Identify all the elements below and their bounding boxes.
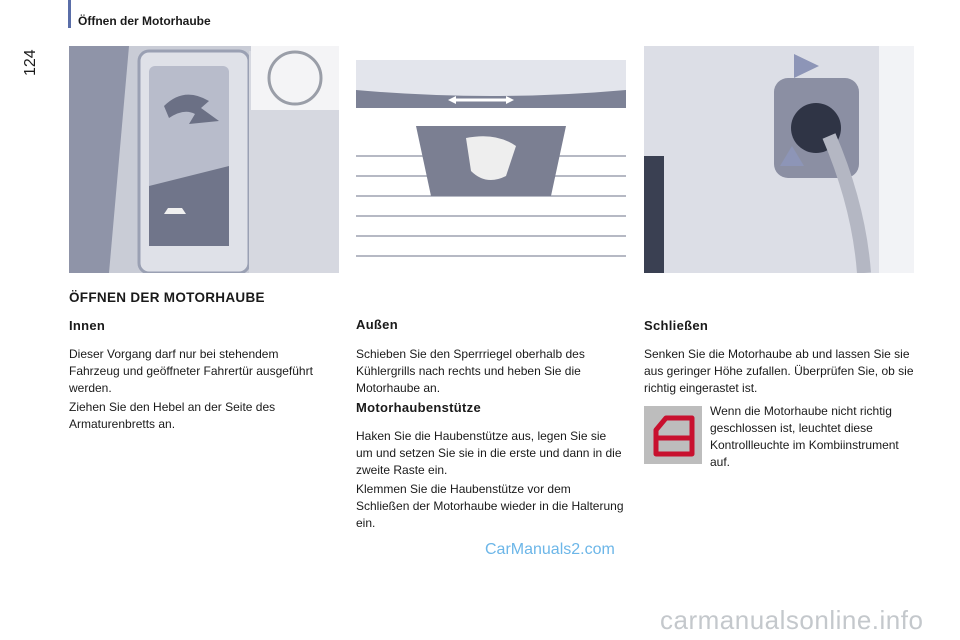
aussen-paragraph: Schieben Sie den Sperrriegel oberhalb des Kühlergrills nach rechts und heben Sie die Motorhaube an. (356, 347, 585, 395)
section-title: ÖFFNEN DER MOTORHAUBE (69, 290, 265, 305)
bonnet-warning-lamp-icon (644, 406, 702, 464)
watermark-carmanuals2: CarManuals2.com (485, 541, 615, 558)
innen-paragraph-1: Dieser Vorgang darf nur bei stehendem Fahrzeug und geöffneter Fahrertür ausgeführt werden. (69, 347, 313, 395)
innen-paragraph-2: Ziehen Sie den Hebel an der Seite des Armaturenbretts an. (69, 400, 276, 431)
stuetze-paragraph-2: Klemmen Sie die Haubenstütze vor dem Schließen der Motorhaube wieder in die Halterung ein. (356, 482, 624, 530)
stuetze-heading: Motorhaubenstütze (356, 400, 481, 415)
schliessen-heading: Schließen (644, 318, 709, 333)
schliessen-paragraph-1: Senken Sie die Motorhaube ab und lassen Sie sie aus geringer Höhe zufallen. Überprüfen Sie, ob sie richtig eingerastet ist. (644, 347, 914, 395)
schliessen-paragraph-2: Wenn die Motorhaube nicht richtig geschlossen ist, leuchtet diese Kontrollleuchte im Kombiinstrument auf. (710, 404, 899, 469)
innen-heading: Innen (69, 318, 106, 333)
watermark-carmanualsonline: carmanualsonline.info (660, 605, 924, 635)
interior-lever-photo (69, 46, 339, 273)
bonnet-stay-photo (644, 46, 914, 273)
page-number: 124 (22, 49, 39, 76)
page-header-title: Öffnen der Motorhaube (78, 14, 211, 28)
grille-latch-photo (356, 46, 626, 273)
stuetze-paragraph-1: Haken Sie die Haubenstütze aus, legen Sie sie um und setzen Sie sie in die erste und dann in die zweite Raste ein. (356, 429, 622, 477)
aussen-heading: Außen (356, 317, 398, 332)
header-accent-bar (68, 0, 71, 28)
